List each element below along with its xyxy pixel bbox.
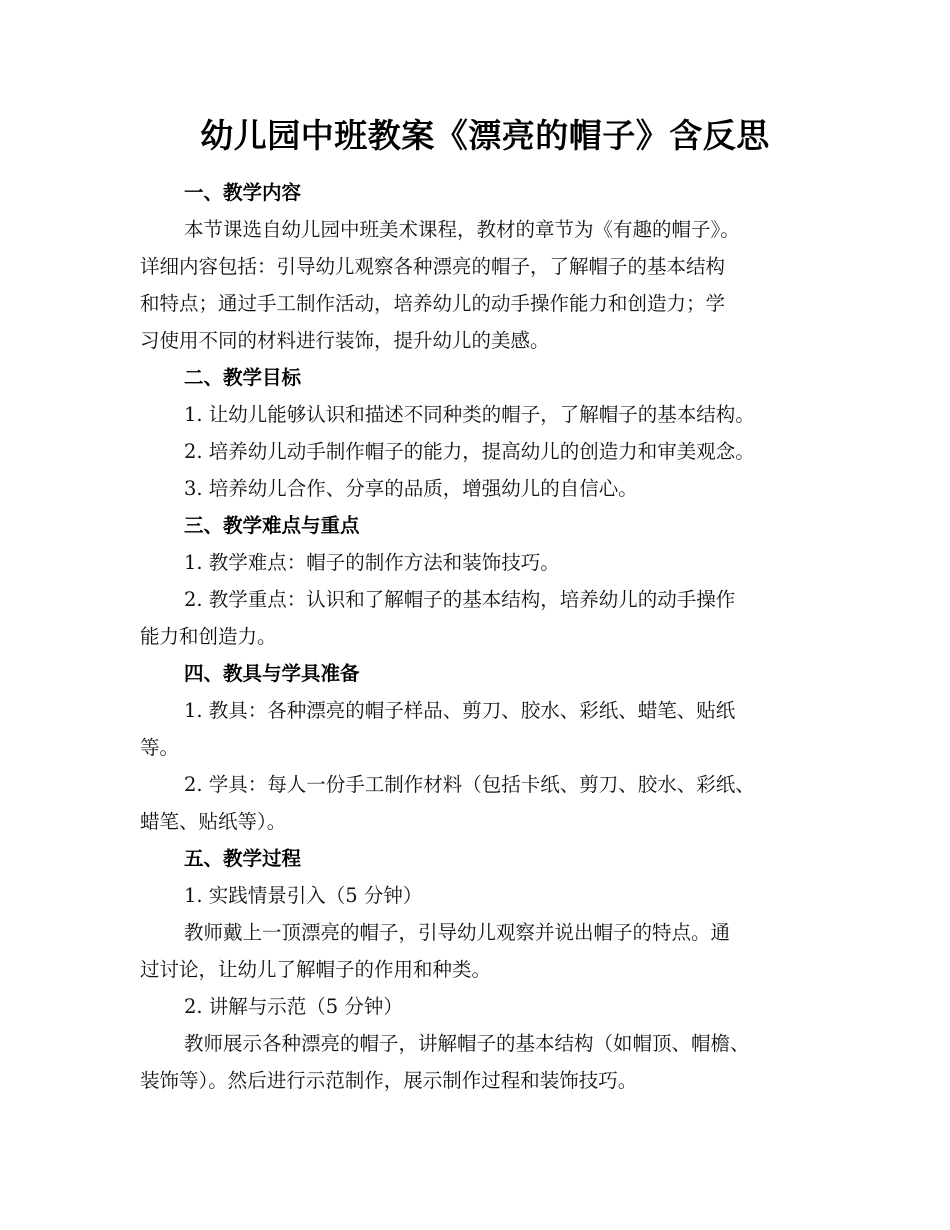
paragraph-line: 教师戴上一顶漂亮的帽子，引导幼儿观察并说出帽子的特点。通 xyxy=(184,921,731,944)
paragraph-line: 本节课选自幼儿园中班美术课程，教材的章节为《有趣的帽子》。 xyxy=(184,218,740,241)
section-heading: 五、教学过程 xyxy=(184,847,302,870)
document-title: 幼儿园中班教案《漂亮的帽子》含反思 xyxy=(200,116,770,155)
list-item: 2. 教学重点：认识和了解帽子的基本结构，培养幼儿的动手操作 xyxy=(184,588,736,611)
section-teaching-process xyxy=(140,840,830,1099)
section-heading: 一、教学内容 xyxy=(184,181,302,204)
section-teaching-content xyxy=(140,174,830,359)
list-item: 2. 学具：每人一份手工制作材料（包括卡纸、剪刀、胶水、彩纸、 xyxy=(184,773,755,796)
section-teaching-goals xyxy=(140,359,830,507)
section-materials xyxy=(140,655,830,840)
paragraph-line: 装饰等）。然后进行示范制作，展示制作过程和装饰技巧。 xyxy=(140,1069,638,1092)
paragraph-line: 过讨论，让幼儿了解帽子的作用和种类。 xyxy=(140,958,492,981)
list-item: 2. 培养幼儿动手制作帽子的能力，提高幼儿的创造力和审美观念。 xyxy=(184,440,755,463)
paragraph-line: 能力和创造力。 xyxy=(140,625,277,648)
list-item: 2. 讲解与示范（5 分钟） xyxy=(184,995,403,1018)
list-item: 1. 让幼儿能够认识和描述不同种类的帽子，了解帽子的基本结构。 xyxy=(184,403,755,426)
paragraph-line: 等。 xyxy=(140,736,180,759)
list-item: 1. 教具：各种漂亮的帽子样品、剪刀、胶水、彩纸、蜡笔、贴纸 xyxy=(184,699,736,722)
list-item: 3. 培养幼儿合作、分享的品质，增强幼儿的自信心。 xyxy=(184,477,638,500)
section-difficulties-focus xyxy=(140,507,830,655)
paragraph-line: 教师展示各种漂亮的帽子，讲解帽子的基本结构（如帽顶、帽檐、 xyxy=(184,1032,750,1055)
list-item: 1. 教学难点：帽子的制作方法和装饰技巧。 xyxy=(184,551,560,574)
section-heading: 四、教具与学具准备 xyxy=(184,662,360,685)
list-item: 1. 实践情景引入（5 分钟） xyxy=(184,884,423,907)
paragraph-line: 详细内容包括：引导幼儿观察各种漂亮的帽子，了解帽子的基本结构 xyxy=(140,255,726,278)
section-heading: 三、教学难点与重点 xyxy=(184,514,360,537)
section-heading: 二、教学目标 xyxy=(184,366,302,389)
document-page xyxy=(140,110,830,1099)
paragraph-line: 和特点；通过手工制作活动，培养幼儿的动手操作能力和创造力；学 xyxy=(140,292,726,315)
paragraph-line: 蜡笔、贴纸等）。 xyxy=(140,810,287,833)
paragraph-line: 习使用不同的材料进行装饰，提升幼儿的美感。 xyxy=(140,329,550,352)
